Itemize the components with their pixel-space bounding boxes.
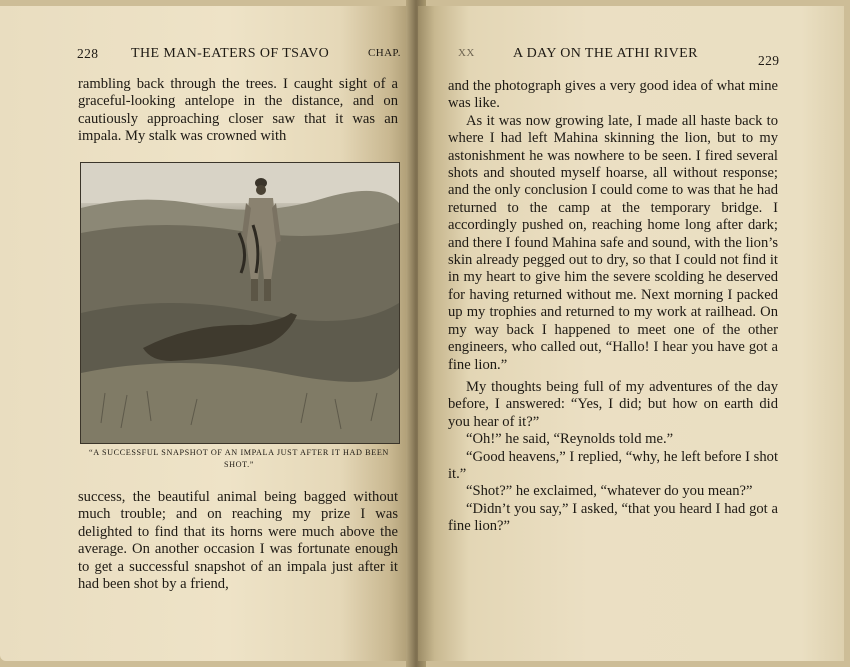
left-bottom-paragraph [78,489,398,593]
impala-photograph-drawing [81,163,399,443]
right-paragraph-3: My thoughts being full of my adventures of the day before, I answered: “Yes, I did; but how on earth did you hear of it?” [448,378,778,430]
left-bottom-paragraph-text: success, the beautiful animal being bagged without much trouble; and on reaching my prize I was delighted to find that its horns were much above the average. On another occasion I was fortunate enough to get a successful snapshot of an impala just after it had been shot by a friend, [78,489,398,593]
left-top-paragraph [78,76,398,146]
left-running-title: THE MAN-EATERS OF TSAVO [131,46,330,61]
right-paragraph-5: “Good heavens,” I replied, “why, he left before I shot it.” [448,448,778,482]
right-page-number: 229 [758,53,780,68]
right-body-text [448,78,778,536]
impala-photograph [80,162,400,444]
figure-caption [80,447,398,471]
right-paragraph-2: As it was now growing late, I made all haste back to where I had left Mahina skinning the lion, but to my astonishment he was nowhere to be seen. I fired several shots and shouted myself hoarse, all without response; and the only conclusion I could come to was that he had returned to the camp at the temporary bridge. I accordingly pushed on, reaching home long after dark; and there I found Mahina safe and sound, with the lion’s skin already pegged out to dry, so that I could not find it in my heart to give him the severe scolding he deserved for having returned without me. Next morning I packed up my trophies and returned to my work at railhead. On my way back I happened to meet one of the other engineers, who called out, “Hallo! I hear you have got a fine lion.” [448,112,778,373]
left-chapter-marker: CHAP. [368,47,401,59]
right-paragraph-4: “Oh!” he said, “Reynolds told me.” [466,431,674,448]
left-page [0,6,414,661]
right-paragraph-6: “Shot?” he exclaimed, “whatever do you mean?” [466,483,753,500]
right-page [418,6,844,661]
left-top-paragraph-text: rambling back through the trees. I caught sight of a graceful-looking antelope in the distance, and on cautiously approaching closer saw that it was an impala. My stalk was crowned with [78,76,398,145]
right-paragraph-1: and the photograph gives a very good idea of what mine was like. [448,78,778,112]
figure-caption-text: “A SUCCESSFUL SNAPSHOT OF AN IMPALA JUST AFTER IT HAD BEEN SHOT.” [89,448,389,469]
right-running-title: A DAY ON THE ATHI RIVER [513,46,698,61]
right-paragraph-7: “Didn’t you say,” I asked, “that you heard I had got a fine lion?” [448,500,778,535]
left-page-number: 228 [77,46,99,61]
right-chapter-marker: XX [458,47,475,59]
